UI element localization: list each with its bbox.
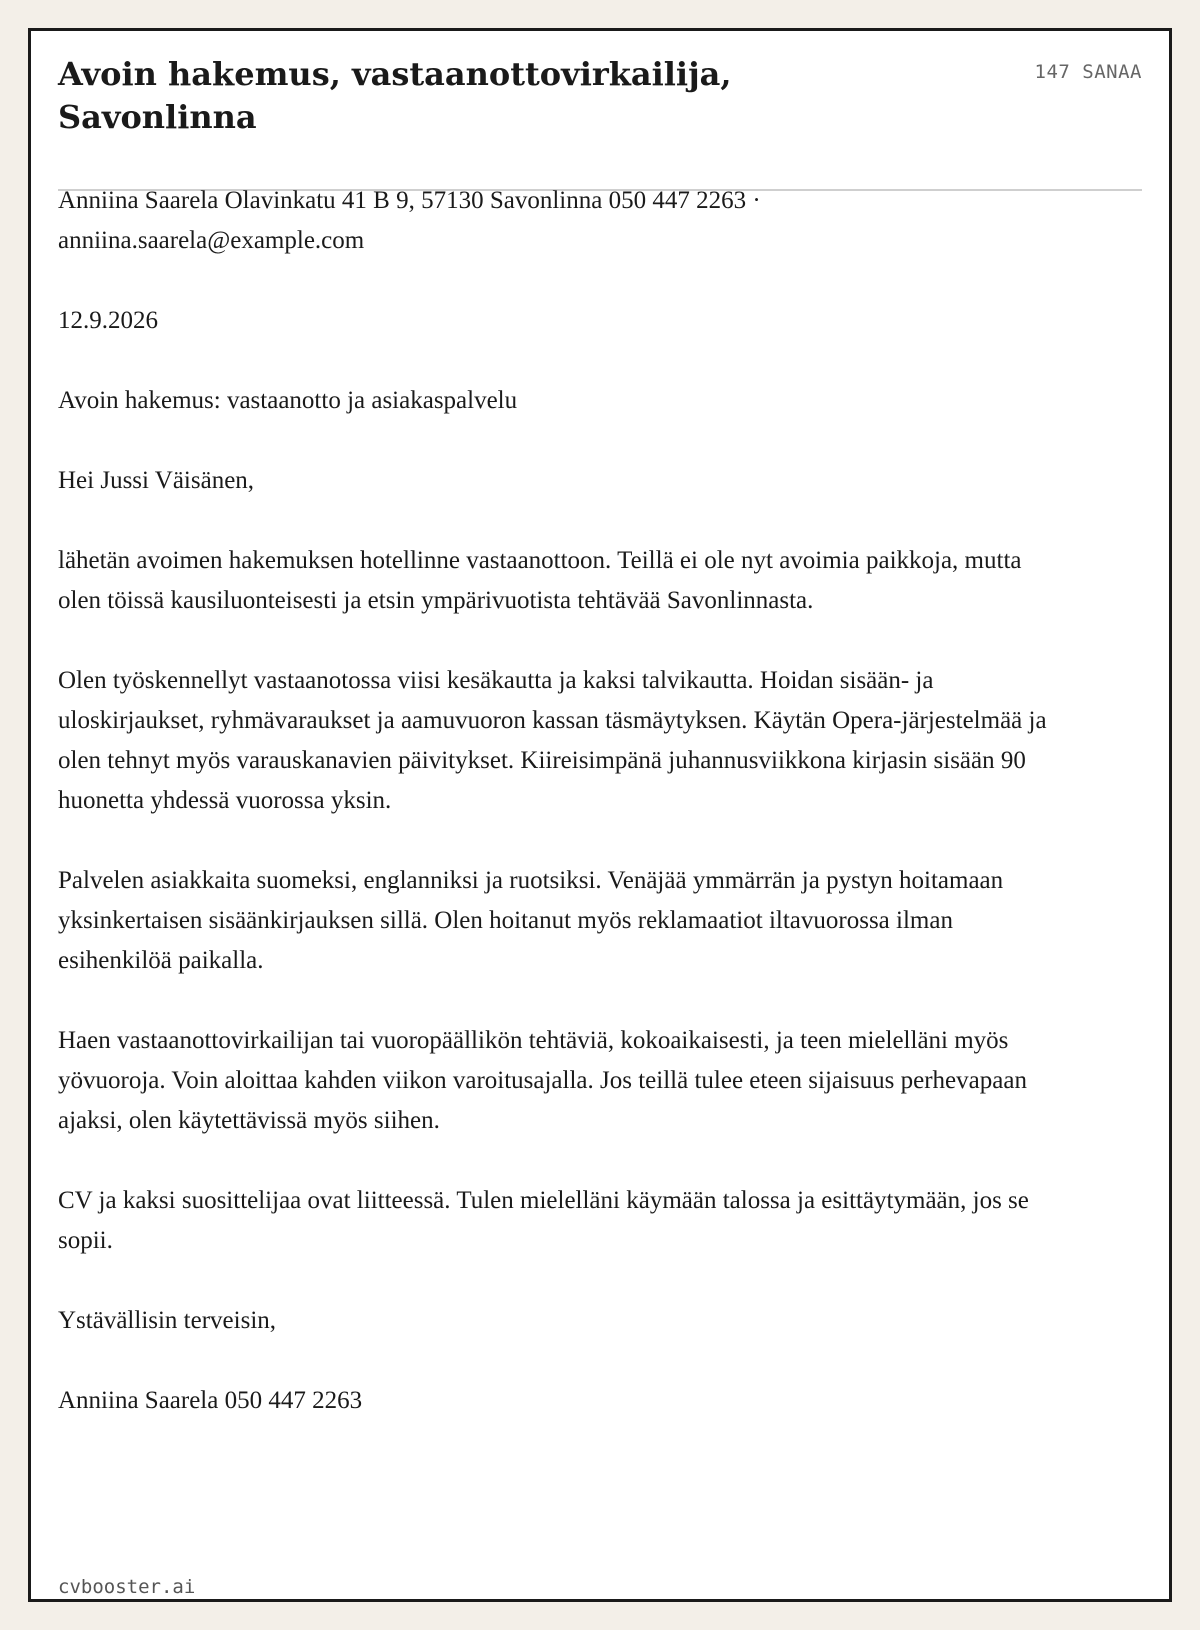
letter-paragraph: Palvelen asiakkaita suomeksi, englanniksi ja ruotsiksi. Venäjää ymmärrän ja pystyn hoitamaan yksinkertaisen sisäänkirjauksen sillä. Olen hoitanut myös reklamaatiot iltavuorossa ilman esihenkilöä paikalla. (58, 867, 1004, 974)
letter-body (58, 181, 1058, 1421)
letter-closing: Ystävällisin terveisin, (58, 1307, 277, 1334)
document-title: Avoin hakemus, vastaanottovirkailija, Savonlinna (58, 55, 732, 136)
footer-brand: cvbooster.ai (58, 1576, 196, 1598)
letter-date: 12.9.2026 (58, 307, 158, 334)
letter-subject: Avoin hakemus: vastaanotto ja asiakaspalvelu (58, 387, 518, 414)
letter-paragraph: Haen vastaanottovirkailijan tai vuoropäällikön tehtäviä, kokoaikaisesti, ja teen mielelläni myös yövuoroja. Voin aloittaa kahden viikon varoitusajalla. Jos teillä tulee eteen sijaisuus perhevapaan ajaksi, olen käytettävissä myös siihen. (58, 1027, 1027, 1134)
sender-info: Anniina Saarela Olavinkatu 41 B 9, 57130 Savonlinna 050 447 2263 · anniina.saarela@example.com (58, 187, 761, 254)
letter-header (58, 53, 1142, 191)
letter-signature: Anniina Saarela 050 447 2263 (58, 1387, 363, 1414)
letter-paragraph: CV ja kaksi suosittelijaa ovat liitteessä. Tulen mielelläni käymään talossa ja esittäytymään, jos se sopii. (58, 1187, 1029, 1254)
letter-card (28, 28, 1172, 1602)
letter-paragraph: lähetän avoimen hakemuksen hotellinne vastaanottoon. Teillä ei ole nyt avoimia paikkoja, mutta olen töissä kausiluonteisesti ja etsin ympärivuotista tehtävää Savonlinnasta. (58, 547, 1022, 614)
letter-paragraph: Olen työskennellyt vastaanotossa viisi kesäkautta ja kaksi talvikautta. Hoidan sisään- ja uloskirjaukset, ryhmävaraukset ja aamuvuoron kassan täsmäytyksen. Käytän Opera-järjestelmää ja olen tehnyt myös varauskanavien päivitykset. Kiireisimpänä juhannusviikkona kirjasin sisään 90 huonetta yhdessä vuorossa yksin. (58, 667, 1047, 814)
word-count-label: 147 SANAA (1034, 61, 1142, 83)
letter-greeting: Hei Jussi Väisänen, (58, 467, 255, 494)
